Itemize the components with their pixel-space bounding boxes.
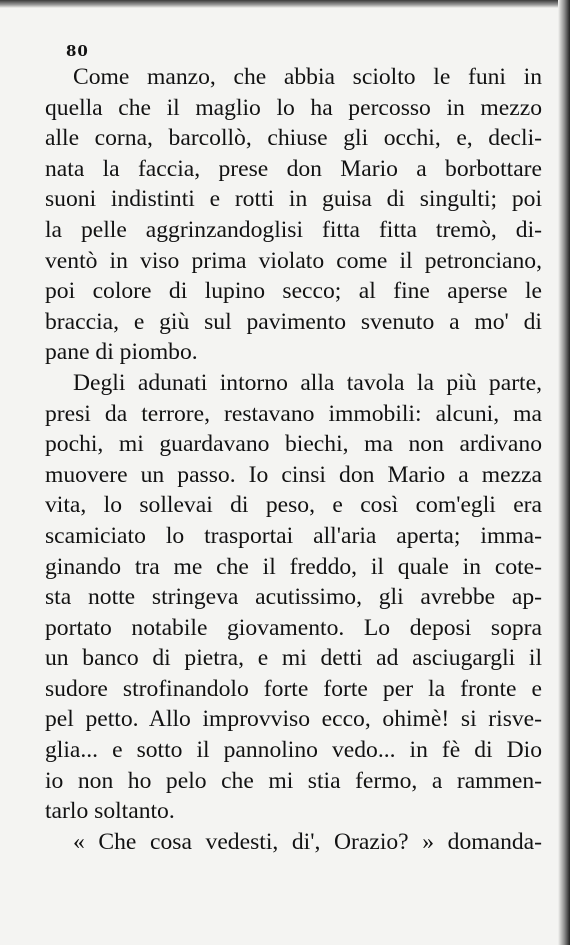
text-line: pane di piombo. — [45, 339, 198, 366]
text-line: braccia, e giù sul pavimento svenuto a mo' di — [45, 308, 542, 335]
text-line: un banco di pietra, e mi detti ad asciugargli il — [45, 645, 542, 672]
page-top-shadow — [0, 0, 570, 8]
text-line: tarlo soltanto. — [45, 798, 175, 825]
page-number: 80 — [66, 42, 89, 60]
text-line: quella che il maglio lo ha percosso in mezzo — [45, 94, 542, 121]
text-line: Come manzo, che abbia sciolto le funi in — [73, 64, 542, 90]
text-line: ginando tra me che il freddo, il quale in cote- — [45, 553, 542, 580]
text-line: portato notabile giovamento. Lo deposi sopra — [45, 614, 542, 641]
text-line: glia... e sotto il pannolino vedo... in fè di Dio — [45, 737, 542, 764]
text-line: ventò in viso prima violato come il petronciano, — [45, 247, 542, 274]
text-line: la pelle aggrinzandoglisi fitta fitta tremò, di- — [45, 216, 542, 243]
text-line: nata la faccia, prese don Mario a borbottare — [45, 155, 542, 182]
page-right-shadow — [558, 0, 570, 945]
text-line: suoni indistinti e rotti in guisa di singulti; poi — [45, 186, 542, 213]
text-line: sudore strofinandolo forte forte per la fronte e — [45, 675, 542, 702]
text-line: pochi, mi guardavano biechi, ma non ardivano — [45, 431, 542, 458]
text-line: alle corna, barcollò, chiuse gli occhi, e, decli- — [45, 125, 542, 152]
text-line: scamiciato lo trasportai all'aria aperta; imma- — [45, 522, 542, 549]
text-line: io non ho pelo che mi stia fermo, a rammen- — [45, 767, 542, 794]
text-line: pel petto. Allo improvviso ecco, ohimè! si risve- — [45, 706, 542, 733]
text-line: vita, lo sollevai di peso, e così com'egli era — [45, 492, 542, 519]
text-line: « Che cosa vedesti, di', Orazio? » domanda- — [73, 828, 542, 855]
body-text — [45, 62, 542, 857]
text-line: sta notte stringeva acutissimo, gli avrebbe ap- — [45, 584, 542, 611]
text-line: Degli adunati intorno alla tavola la più parte, — [73, 369, 542, 396]
text-line: muovere un passo. Io cinsi don Mario a mezza — [45, 461, 542, 488]
text-line: presi da terrore, restavano immobili: alcuni, ma — [45, 400, 542, 427]
text-line: poi colore di lupino secco; al fine aperse le — [45, 278, 542, 305]
